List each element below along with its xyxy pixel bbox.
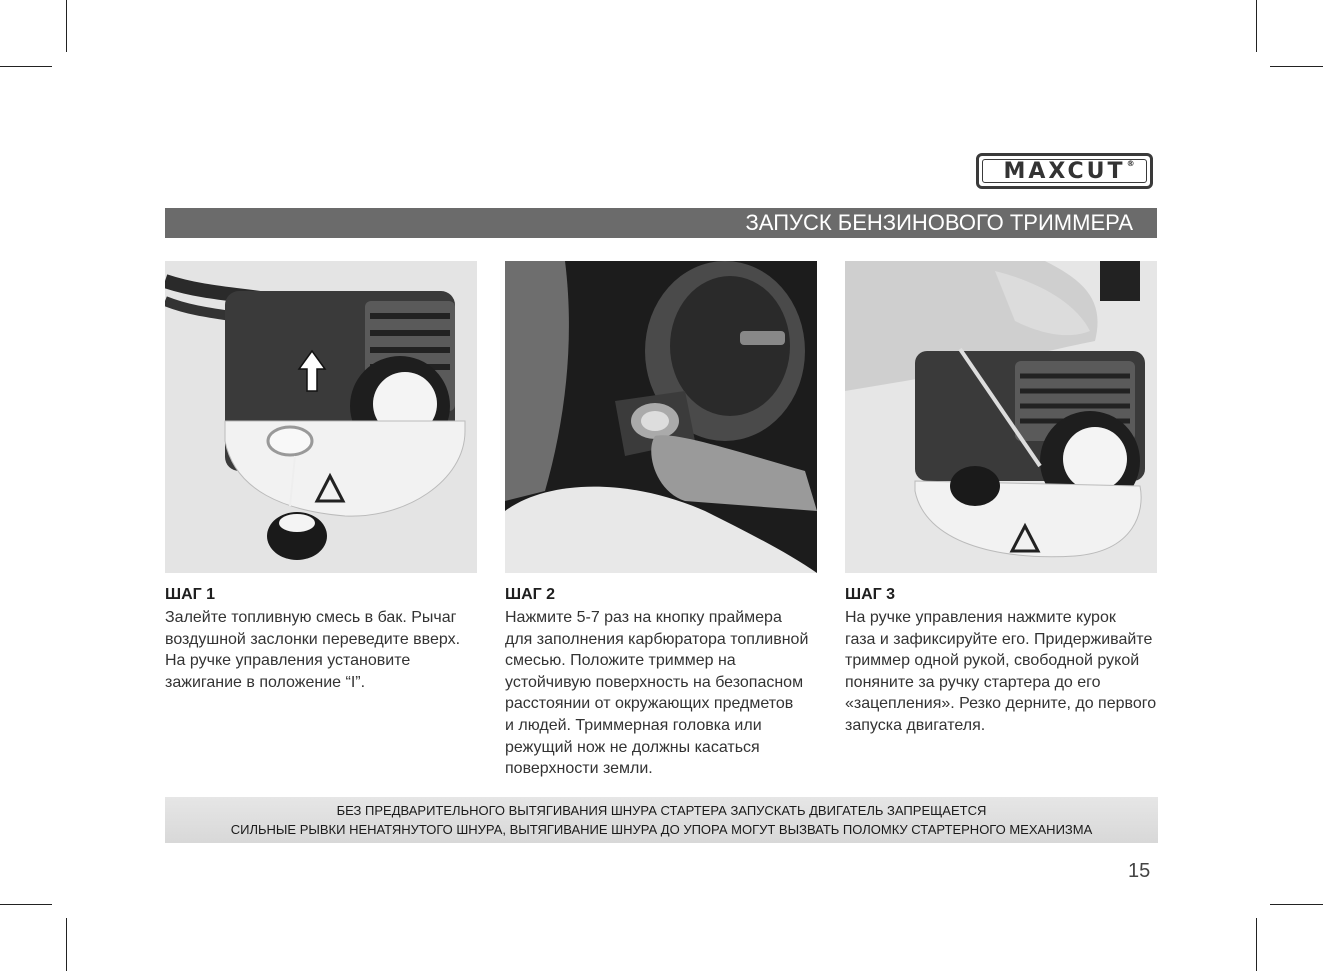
crop-mark [1256, 918, 1257, 971]
logo-text: MAXCUT ® [1003, 158, 1135, 184]
page-title: ЗАПУСК БЕНЗИНОВОГО ТРИММЕРА [165, 208, 1157, 238]
warning-line2: СИЛЬНЫЕ РЫВКИ НЕНАТЯНУТОГО ШНУРА, ВЫТЯГИВАНИЕ ШНУРА ДО УПОРА МОГУТ ВЫЗВАТЬ ПОЛОМКУ СТАРТЕРНОГО МЕХАНИЗМА [230, 822, 1093, 837]
step2-photo [505, 261, 817, 573]
crop-mark [66, 918, 67, 971]
step3-photo [845, 261, 1157, 573]
step3-text: На ручке управления нажмите курок газа и зафиксируйте его. Придерживайте триммер одной рукой, свободной рукой поняните за ручку стартера до его «зацепления». Резко дерните, до первого запуска двигателя. [845, 609, 1157, 734]
step1-title: ШАГ 1 [165, 586, 216, 603]
step1-text: Залейте топливную смесь в бак. Рычаг воздушной заслонки переведите вверх. На ручке управления установите зажигание в положение “I”. [165, 609, 461, 691]
crop-mark [1256, 0, 1257, 52]
crop-mark [1270, 66, 1323, 67]
step3-title: ШАГ 3 [845, 586, 896, 603]
crop-mark [0, 66, 52, 67]
crop-mark [66, 0, 67, 52]
crop-mark [0, 904, 52, 905]
step1-photo [165, 261, 477, 573]
step1-block [165, 585, 495, 693]
warning-banner [165, 797, 1158, 843]
crop-mark [1270, 904, 1323, 905]
warning-line1: БЕЗ ПРЕДВАРИТЕЛЬНОГО ВЫТЯГИВАНИЯ ШНУРА СТАРТЕРА ЗАПУСКАТЬ ДВИГАТЕЛЬ ЗАПРЕЩАЕТСЯ [336, 803, 987, 818]
maxcut-logo [976, 153, 1153, 189]
step2-block [505, 585, 835, 780]
step2-text: Нажмите 5-7 раз на кнопку праймера для заполнения карбюратора топливной смесью. Положите триммер на устойчивую поверхность на безопасном расстоянии от окружающих предметов и людей. Триммерная головка или режущий нож не должны касаться поверхности земли. [505, 609, 809, 778]
step3-block [845, 585, 1175, 737]
step2-title: ШАГ 2 [505, 586, 556, 603]
page-number: 15 [1128, 860, 1151, 882]
